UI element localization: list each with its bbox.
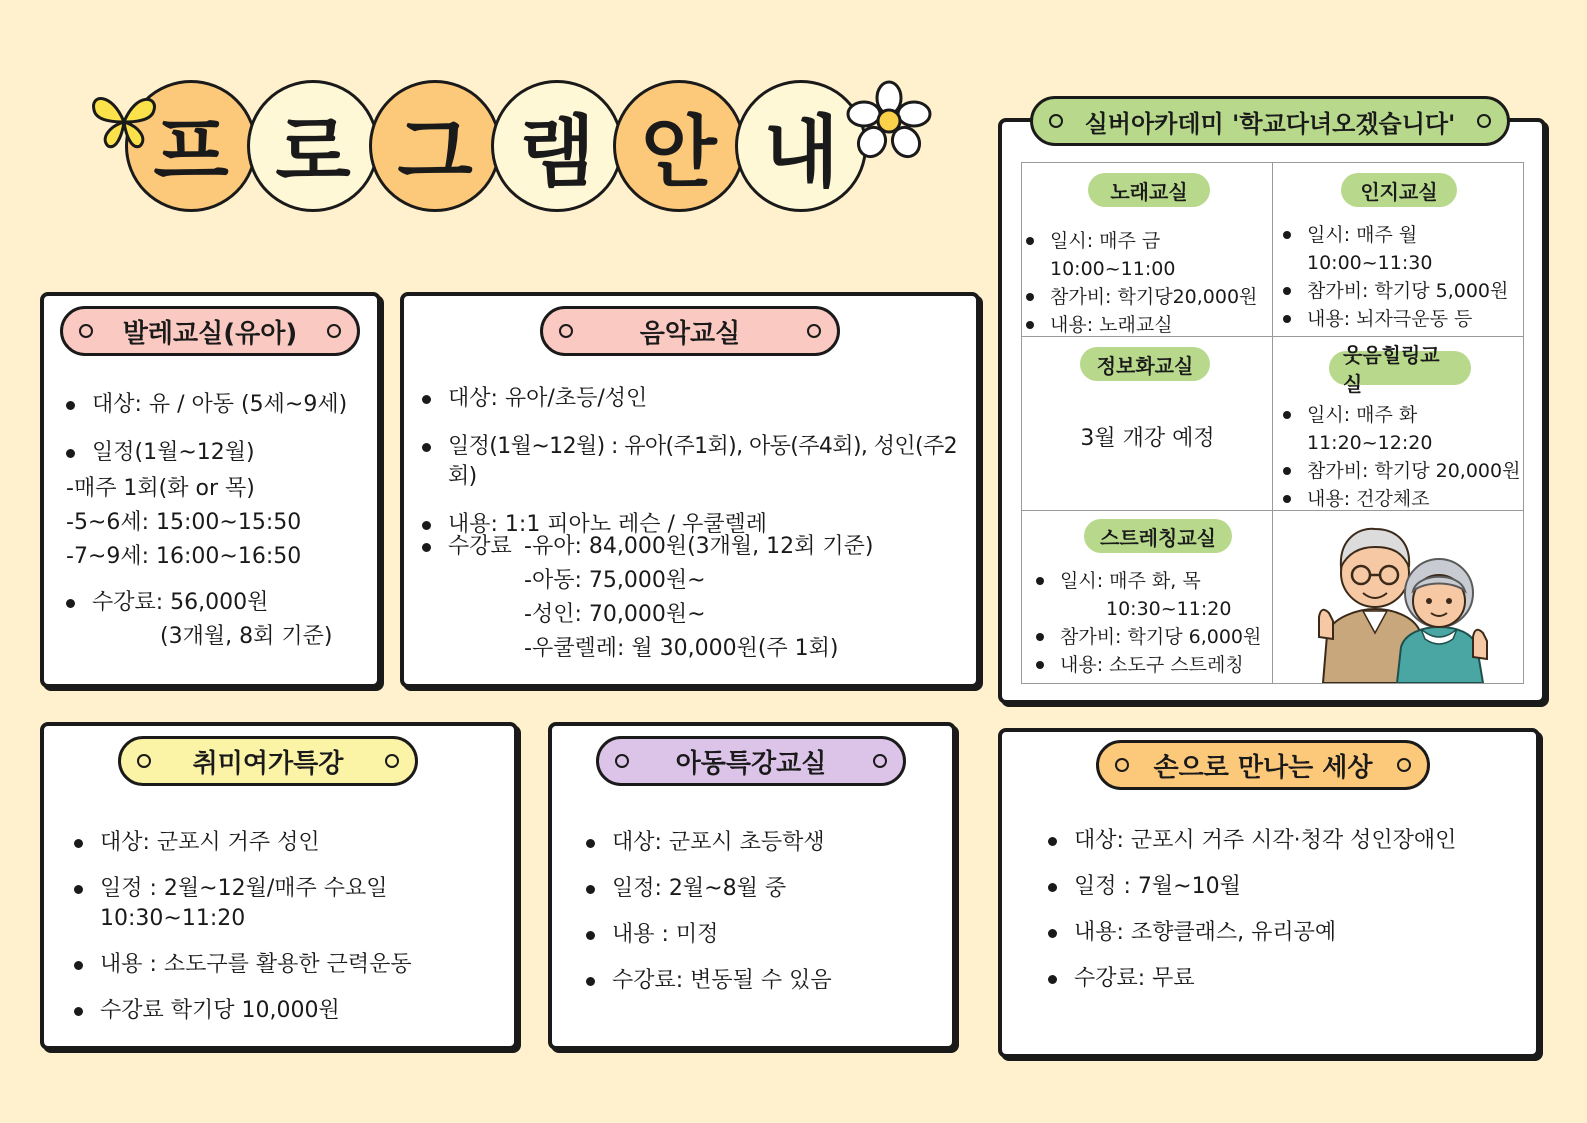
hands-target: 대상: 군포시 거주 시각·청각 성인장애인 <box>1046 826 1532 856</box>
elderly-couple-illustration <box>1313 517 1493 683</box>
kids-fee: 수강료: 변동될 수 있음 <box>584 966 944 996</box>
title-char-4: 램 <box>491 80 623 212</box>
ballet-title: 발레교실(유아) <box>122 318 298 349</box>
laugh-time: 일시: 매주 화 11:20~12:20 <box>1281 401 1523 457</box>
ballet-schedule-line-1: -매주 1회(화 or 목) <box>66 476 255 501</box>
dot-icon <box>873 754 887 768</box>
ballet-fee: 수강료: 56,000원 <box>64 588 374 618</box>
kids-title: 아동특강교실 <box>675 748 827 779</box>
hands-list <box>1046 826 1532 994</box>
title-char-5: 안 <box>613 80 745 212</box>
ballet-header <box>60 306 360 356</box>
dot-icon <box>615 754 629 768</box>
laugh-class-list <box>1281 401 1523 513</box>
ballet-list-2 <box>64 438 374 468</box>
cognition-class-list <box>1281 221 1521 333</box>
dot-icon <box>137 754 151 768</box>
program-title <box>125 80 885 230</box>
dot-icon <box>385 754 399 768</box>
music-fee-label: 수강료 <box>420 532 540 562</box>
hands-fee: 수강료: 무료 <box>1046 964 1532 994</box>
music-target: 대상: 유아/초등/성인 <box>420 384 976 414</box>
hobby-title: 취미여가특강 <box>192 748 344 779</box>
hands-content: 내용: 조향클래스, 유리공예 <box>1046 918 1532 948</box>
dot-icon <box>1049 114 1063 128</box>
dot-icon <box>327 324 341 338</box>
elderly-couple-cell <box>1273 511 1524 683</box>
song-content: 내용: 노래교실 <box>1024 311 1270 339</box>
kids-content: 내용 : 미정 <box>584 920 944 950</box>
dot-icon <box>807 324 821 338</box>
hands-schedule: 일정 : 7월~10월 <box>1046 872 1532 902</box>
ballet-schedule: 일정(1월~12월) <box>64 438 374 468</box>
kids-list <box>584 828 944 996</box>
title-char-2: 로 <box>247 80 379 212</box>
kids-header <box>596 736 906 786</box>
hands-title: 손으로 만나는 세상 <box>1153 752 1373 783</box>
music-header <box>540 306 840 356</box>
music-fee-line-2: -아동: 75,000원~ <box>524 568 706 593</box>
cognition-class-cell <box>1273 163 1524 337</box>
stretch-content: 내용: 소도구 스트레칭 <box>1034 651 1272 679</box>
ballet-list <box>64 390 374 420</box>
silver-academy-header <box>1030 96 1510 146</box>
song-class-list <box>1024 227 1270 339</box>
laugh-class-cell <box>1273 337 1524 511</box>
ballet-fee-note: (3개월, 8회 기준) <box>160 624 333 649</box>
song-fee: 참가비: 학기당20,000원 <box>1024 283 1270 311</box>
dot-icon <box>1397 758 1411 772</box>
title-char-1: 프 <box>125 80 257 212</box>
ballet-list-3 <box>64 588 374 618</box>
cognition-fee: 참가비: 학기당 5,000원 <box>1281 277 1521 305</box>
cognition-class-label: 인지교실 <box>1341 173 1457 207</box>
music-fee-line-4: -우쿨렐레: 월 30,000원(주 1회) <box>524 636 839 661</box>
laugh-class-label: 웃음힐링교실 <box>1329 351 1471 385</box>
hobby-target: 대상: 군포시 거주 성인 <box>72 828 512 858</box>
info-class-label: 정보화교실 <box>1080 347 1210 381</box>
ballet-schedule-line-3: -7~9세: 16:00~16:50 <box>66 544 302 569</box>
music-fee-list <box>420 532 540 562</box>
music-schedule: 일정(1월~12월) : 유아(주1회), 아동(주4회), 성인(주2회) <box>420 432 976 492</box>
hobby-content: 내용 : 소도구를 활용한 근력운동 <box>72 950 512 980</box>
butterfly-icon <box>88 88 160 154</box>
music-title: 음악교실 <box>639 318 741 349</box>
daisy-flower-icon <box>846 80 932 162</box>
stretch-time: 일시: 매주 화, 목 <box>1034 567 1272 595</box>
hobby-list <box>72 828 512 1026</box>
laugh-fee: 참가비: 학기당 20,000원 <box>1281 457 1523 485</box>
stretch-class-cell <box>1022 511 1273 683</box>
dot-icon <box>559 324 573 338</box>
hobby-header <box>118 736 418 786</box>
hobby-schedule: 일정 : 2월~12월/매주 수요일 10:30~11:20 <box>72 874 512 934</box>
silver-academy-grid <box>1021 162 1524 684</box>
kids-target: 대상: 군포시 초등학생 <box>584 828 944 858</box>
cognition-content: 내용: 뇌자극운동 등 <box>1281 305 1521 333</box>
hands-header <box>1096 740 1430 790</box>
ballet-schedule-line-2: -5~6세: 15:00~15:50 <box>66 510 302 535</box>
dot-icon <box>1115 758 1129 772</box>
silver-academy-title: 실버아카데미 '학교다녀오겠습니다' <box>1084 109 1456 138</box>
info-class-cell <box>1022 337 1273 511</box>
stretch-class-list <box>1034 567 1272 595</box>
dot-icon <box>79 324 93 338</box>
music-fee-line-3: -성인: 70,000원~ <box>524 602 706 627</box>
song-class-cell <box>1022 163 1273 337</box>
stretch-class-list-2 <box>1034 623 1272 679</box>
title-char-6: 내 <box>735 80 867 212</box>
hobby-fee: 수강료 학기당 10,000원 <box>72 996 512 1026</box>
song-time: 일시: 매주 금 10:00~11:00 <box>1024 227 1270 283</box>
dot-icon <box>1477 114 1491 128</box>
stretch-time-line: 10:30~11:20 <box>1106 598 1232 620</box>
info-class-note: 3월 개강 예정 <box>1080 426 1215 451</box>
music-fee-line-1: -유아: 84,000원(3개월, 12회 기준) <box>524 534 874 559</box>
cognition-time: 일시: 매주 월 10:00~11:30 <box>1281 221 1521 277</box>
music-list <box>420 384 976 540</box>
song-class-label: 노래교실 <box>1088 173 1210 207</box>
ballet-target: 대상: 유 / 아동 (5세~9세) <box>64 390 374 420</box>
stretch-fee: 참가비: 학기당 6,000원 <box>1034 623 1272 651</box>
laugh-content: 내용: 건강체조 <box>1281 485 1523 513</box>
music-content: 내용: 1:1 피아노 레슨 / 우쿨렐레 <box>420 510 976 540</box>
kids-schedule: 일정: 2월~8월 중 <box>584 874 944 904</box>
title-char-3: 그 <box>369 80 501 212</box>
stretch-class-label: 스트레칭교실 <box>1084 519 1232 553</box>
